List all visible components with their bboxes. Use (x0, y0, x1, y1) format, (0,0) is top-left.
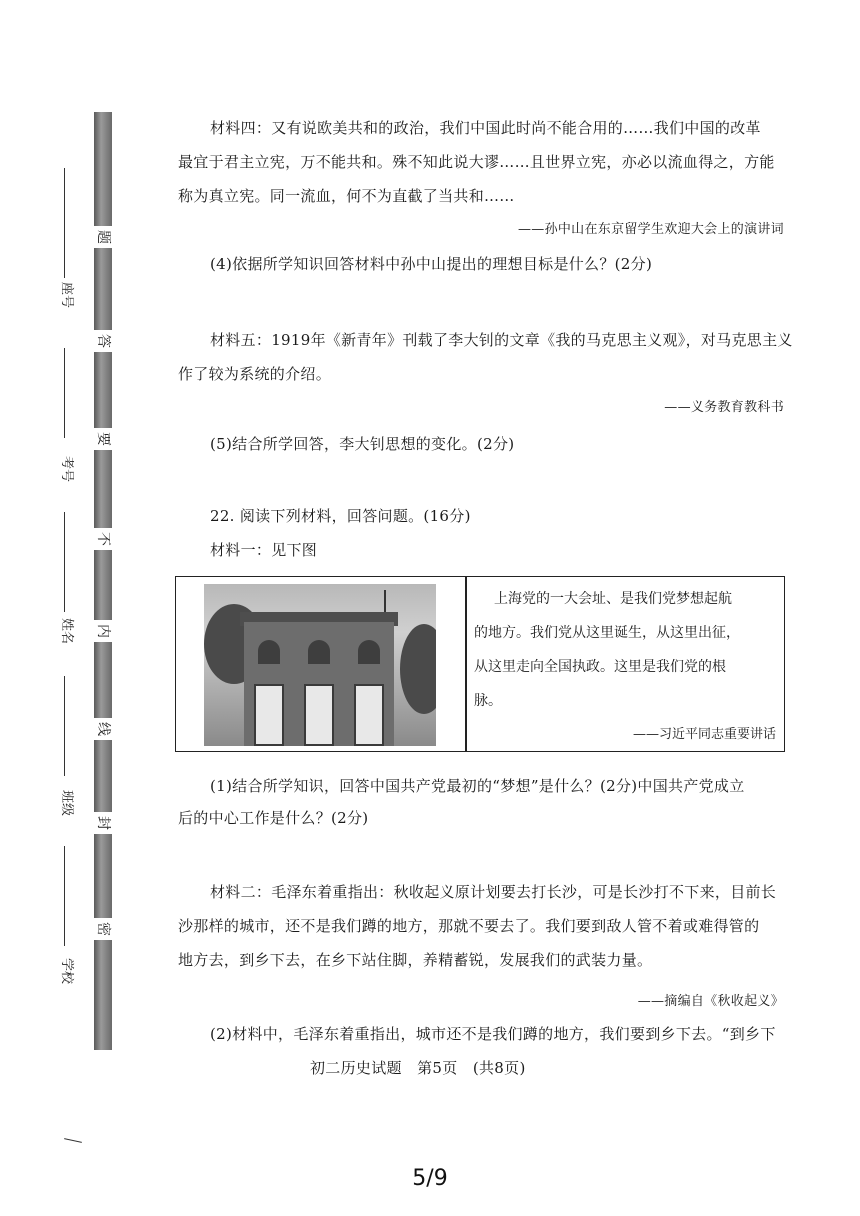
name-label: 姓名 (59, 618, 74, 645)
arched-window (258, 640, 280, 664)
party-congress-site-photo (204, 584, 436, 746)
fill-line (64, 348, 65, 438)
question-21-5: (5)结合所学回答，李大钊思想的变化。(2分) (210, 435, 515, 453)
fill-line (64, 512, 65, 612)
question-22-2: (2)材料中，毛泽东着重指出，城市还不是我们蹲的地方，我们要到乡下去。“到乡下 (210, 1025, 776, 1043)
material-two-line-3: 地方去，到乡下去，在乡下站住脚，养精蓄锐，发展我们的武装力量。 (178, 951, 653, 969)
seal-char: 答 (92, 330, 114, 352)
figure-quote-line: 的地方。我们党从这里诞生，从这里出征， (474, 625, 740, 641)
margin-mark (64, 1138, 82, 1143)
material-two-source: ——摘编自《秋收起义》 (637, 994, 784, 1009)
doorway (304, 684, 334, 746)
question-22-1-line-2: 后的中心工作是什么？(2分) (178, 809, 369, 827)
page-footer: 初二历史试题 第5页 (共8页) (310, 1059, 526, 1077)
doorway (354, 684, 384, 746)
material-four-line-1: 材料四：又有说欧美共和的政治，我们中国此时尚不能合用的……我们中国的改革 (210, 119, 761, 137)
material-five-line-1: 材料五：1919年《新青年》刊载了李大钊的文章《我的马克思主义观》，对马克思主义 (210, 331, 793, 349)
seal-char: 不 (92, 528, 114, 550)
figure-quote-line: 上海党的一大会址、是我们党梦想起航 (494, 591, 732, 607)
material-one-figure (175, 576, 785, 752)
seal-char: 内 (92, 620, 114, 642)
figure-quote-line: 从这里走向全国执政。这里是我们党的根 (474, 659, 726, 675)
seal-char: 题 (92, 226, 114, 248)
material-four-line-3: 称为真立宪。同一流血，何不为直截了当共和…… (178, 187, 515, 205)
material-four-line-2: 最宜于君主立宪，万不能共和。殊不知此说大谬……且世界立宪，亦必以流血得之，方能 (178, 153, 775, 171)
figure-divider (465, 577, 467, 751)
class-label: 班级 (59, 790, 74, 817)
question-22-title: 22. 阅读下列材料，回答问题。(16分) (210, 507, 471, 525)
seat-number-label: 座号 (59, 282, 74, 309)
doorway (254, 684, 284, 746)
figure-quote-line: 脉。 (474, 693, 502, 709)
seal-char: 要 (92, 428, 114, 450)
fill-line (64, 846, 65, 946)
seal-char: 密 (92, 918, 114, 940)
school-label: 学校 (59, 958, 74, 985)
material-four-source: ——孙中山在东京留学生欢迎大会上的演讲词 (517, 222, 784, 237)
arched-window (308, 640, 330, 664)
fill-line (64, 676, 65, 776)
figure-quote-source: ——习近平同志重要讲话 (632, 727, 776, 742)
question-22-1-line-1: (1)结合所学知识，回答中国共产党最初的“梦想”是什么？(2分)中国共产党成立 (210, 777, 745, 795)
arched-window (358, 640, 380, 664)
material-two-line-1: 材料二：毛泽东着重指出：秋收起义原计划要去打长沙，可是长沙打不下来，目前长 (210, 883, 777, 901)
tree (400, 624, 436, 714)
material-one-label: 材料一：见下图 (210, 541, 318, 559)
binding-strip (94, 112, 112, 1050)
material-five-source: ——义务教育教科书 (664, 400, 784, 415)
page-indicator: 5/9 (412, 1166, 448, 1191)
building-facade (244, 622, 394, 746)
exam-number-label: 考号 (59, 456, 74, 483)
seal-char: 封 (92, 812, 114, 834)
material-five-line-2: 作了较为系统的介绍。 (178, 365, 332, 383)
fill-line (64, 168, 65, 278)
question-21-4: (4)依据所学知识回答材料中孙中山提出的理想目标是什么？(2分) (210, 255, 653, 273)
material-two-line-2: 沙那样的城市，还不是我们蹲的地方，那就不要去了。我们要到敌人管不着或难得管的 (178, 917, 760, 935)
seal-char: 线 (92, 718, 114, 740)
